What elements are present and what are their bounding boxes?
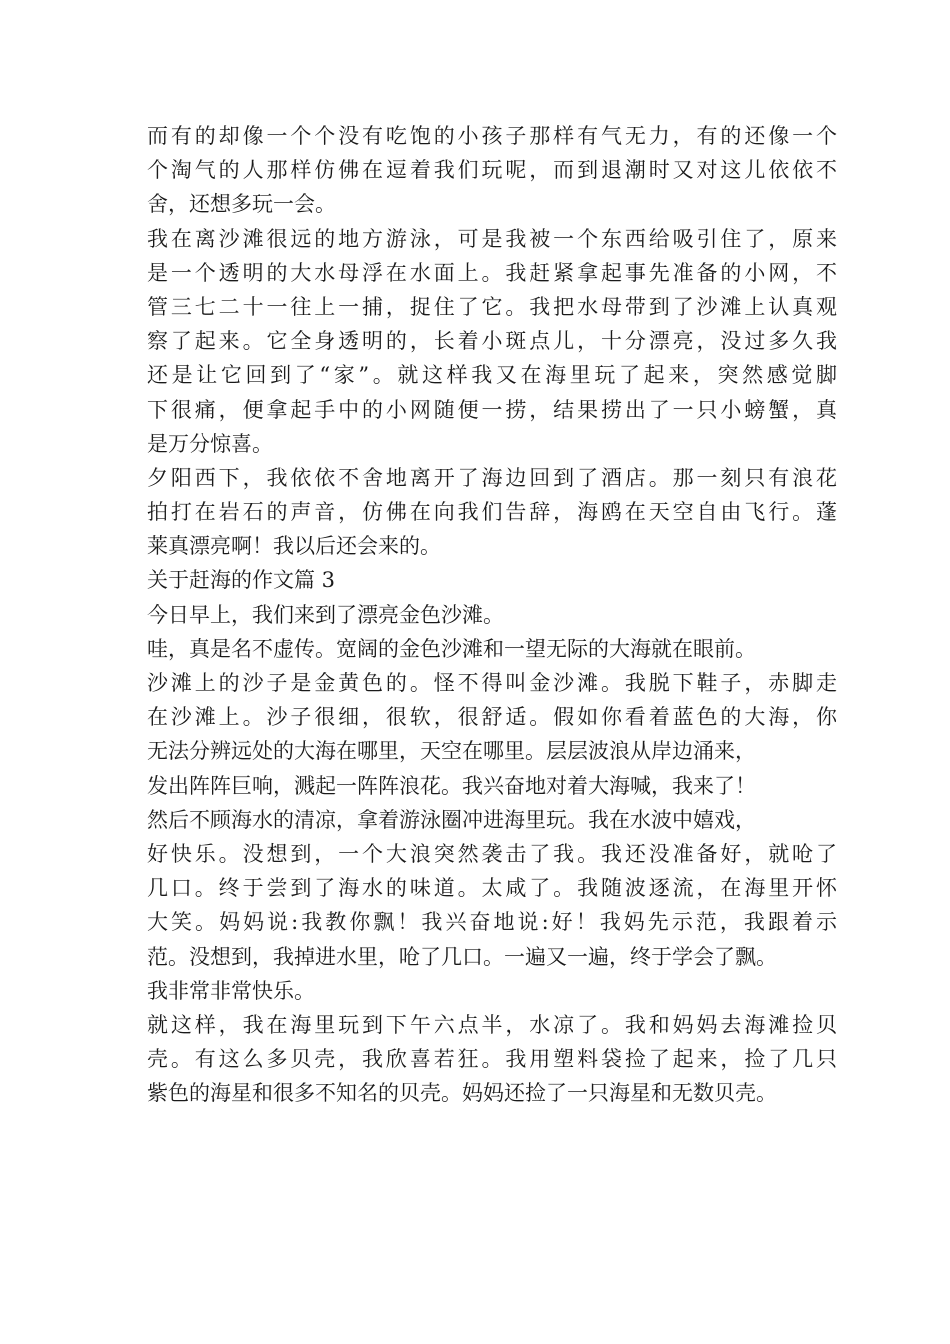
text-line: 下很痛，便拿起手中的小网随便一捞，结果捞出了一只小螃蟹，真 xyxy=(147,397,837,422)
text-line: 是一个透明的大水母浮在水面上。我赶紧拿起事先准备的小网，不 xyxy=(147,260,837,285)
text-line: 壳。有这么多贝壳，我欣喜若狂。我用塑料袋捡了起来，捡了几只 xyxy=(147,1047,837,1072)
text-line: 无法分辨远处的大海在哪里，天空在哪里。层层波浪从岸边涌来， xyxy=(147,739,756,764)
text-line: 好快乐。没想到，一个大浪突然袭击了我。我还没准备好，就呛了 xyxy=(147,841,837,866)
text-line: 管三七二十一往上一捕，捉住了它。我把水母带到了沙滩上认真观 xyxy=(147,294,837,319)
text-line: 就这样，我在海里玩到下午六点半，水凉了。我和妈妈去海滩捡贝 xyxy=(147,1012,837,1037)
text-line: 莱真漂亮啊！我以后还会来的。 xyxy=(147,534,441,559)
text-line: 是万分惊喜。 xyxy=(147,431,273,456)
text-line: 发出阵阵巨响，溅起一阵阵浪花。我兴奋地对着大海喊，我来了！ xyxy=(147,773,756,798)
text-line: 紫色的海星和很多不知名的贝壳。妈妈还捡了一只海星和无数贝壳。 xyxy=(147,1081,777,1106)
text-line: 而有的却像一个个没有吃饱的小孩子那样有气无力，有的还像一个 xyxy=(147,124,837,148)
text-line: 我非常非常快乐。 xyxy=(147,978,315,1003)
essay-body xyxy=(147,119,837,1110)
text-line: 哇，真是名不虚传。宽阔的金色沙滩和一望无际的大海就在眼前。 xyxy=(147,636,756,661)
text-line: 察了起来。它全身透明的，长着小斑点儿，十分漂亮，没过多久我 xyxy=(147,329,837,354)
text-line: 范。没想到，我掉进水里，呛了几口。一遍又一遍，终于学会了飘。 xyxy=(147,944,777,969)
text-line: 夕阳西下，我依依不舍地离开了海边回到了酒店。那一刻只有浪花 xyxy=(147,465,837,490)
text-line: 几口。终于尝到了海水的味道。太咸了。我随波逐流，在海里开怀 xyxy=(147,876,837,901)
text-line: 个淘气的人那样仿佛在逗着我们玩呢，而到退潮时又对这儿依依不 xyxy=(147,158,837,183)
text-line: 拍打在岩石的声音，仿佛在向我们告辞，海鸥在天空自由飞行。蓬 xyxy=(147,500,837,525)
text-line: 沙滩上的沙子是金黄色的。怪不得叫金沙滩。我脱下鞋子，赤脚走 xyxy=(147,671,837,695)
text-line: 大笑。妈妈说:我教你飘！我兴奋地说:好！我妈先示范，我跟着示 xyxy=(147,910,837,935)
text-line: 然后不顾海水的清凉，拿着游泳圈冲进海里玩。我在水波中嬉戏， xyxy=(147,807,756,832)
text-line: 还是让它回到了“家”。就这样我又在海里玩了起来，突然感觉脚 xyxy=(147,363,837,388)
text-line: 今日早上，我们来到了漂亮金色沙滩。 xyxy=(147,602,504,627)
text-line: 在沙滩上。沙子很细，很软，很舒适。假如你看着蓝色的大海，你 xyxy=(147,705,837,730)
text-line: 我在离沙滩很远的地方游泳，可是我被一个东西给吸引住了，原来 xyxy=(147,226,837,251)
section-heading: 关于赶海的作文篇 3 xyxy=(147,568,336,593)
text-line: 舍，还想多玩一会。 xyxy=(147,192,336,217)
